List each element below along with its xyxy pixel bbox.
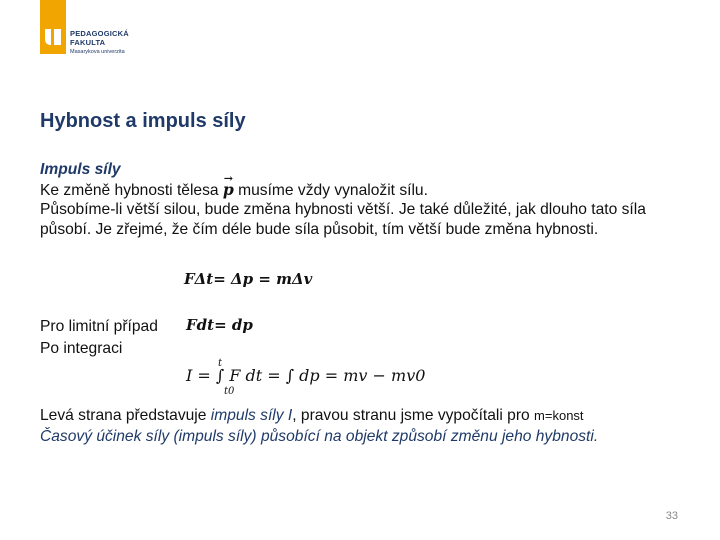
momentum-symbol: → p [223, 180, 234, 200]
equation-2: Fdt= dp [186, 316, 253, 334]
slide-title: Hybnost a impuls síly [40, 110, 246, 132]
equation-1: FΔt= Δp = mΔv [184, 270, 313, 288]
integration-label: Po integraci [40, 340, 123, 357]
impulse-highlight: impuls síly I [210, 407, 293, 424]
lower-middle: , pravou stranu jsme vypočítali pro [292, 407, 535, 424]
equation-3 [186, 358, 426, 397]
logo-mark [40, 0, 66, 54]
paragraph-2: Působíme-li větší silou, bude změna hybnosti větší. Je také důležité, jak dlouho tato síla působí. Je zřejmé, že čím déle bude síla působit, tím větší bude změna hybnosti. [40, 201, 646, 238]
lower-text [40, 406, 690, 447]
lower-start: Levá strana představuje [40, 407, 211, 424]
page-number: 33 [665, 510, 678, 522]
paragraph-1 [40, 180, 690, 201]
slide-body [40, 160, 690, 239]
logo-emblem-icon [43, 27, 63, 47]
section-heading: Impuls síly [40, 161, 121, 178]
logo-line-1: PEDAGOGICKÁ [70, 29, 129, 38]
paragraph-1-start: Ke změně hybnosti tělesa [40, 181, 223, 199]
faculty-logo [40, 0, 129, 57]
integral-lower-limit: t0 [224, 386, 235, 397]
conclusion: Časový účinek síly (impuls síly) působící na objekt způsobí změnu jeho hybnosti. [40, 427, 599, 445]
equation-3-body: I = ∫ F dt = ∫ dp = mv − mv0 [186, 366, 426, 385]
logo-line-2: FAKULTA [70, 38, 106, 47]
lower-paragraph [40, 406, 690, 427]
limit-label: Pro limitní případ [40, 318, 158, 335]
logo-text [70, 29, 129, 57]
paragraph-1-end: musíme vždy vynaložit sílu. [233, 181, 428, 199]
logo-line-3: Masarykova univerzita [70, 49, 125, 55]
lower-condition: m=konst [534, 408, 584, 423]
integral-upper-limit: t [218, 358, 223, 369]
